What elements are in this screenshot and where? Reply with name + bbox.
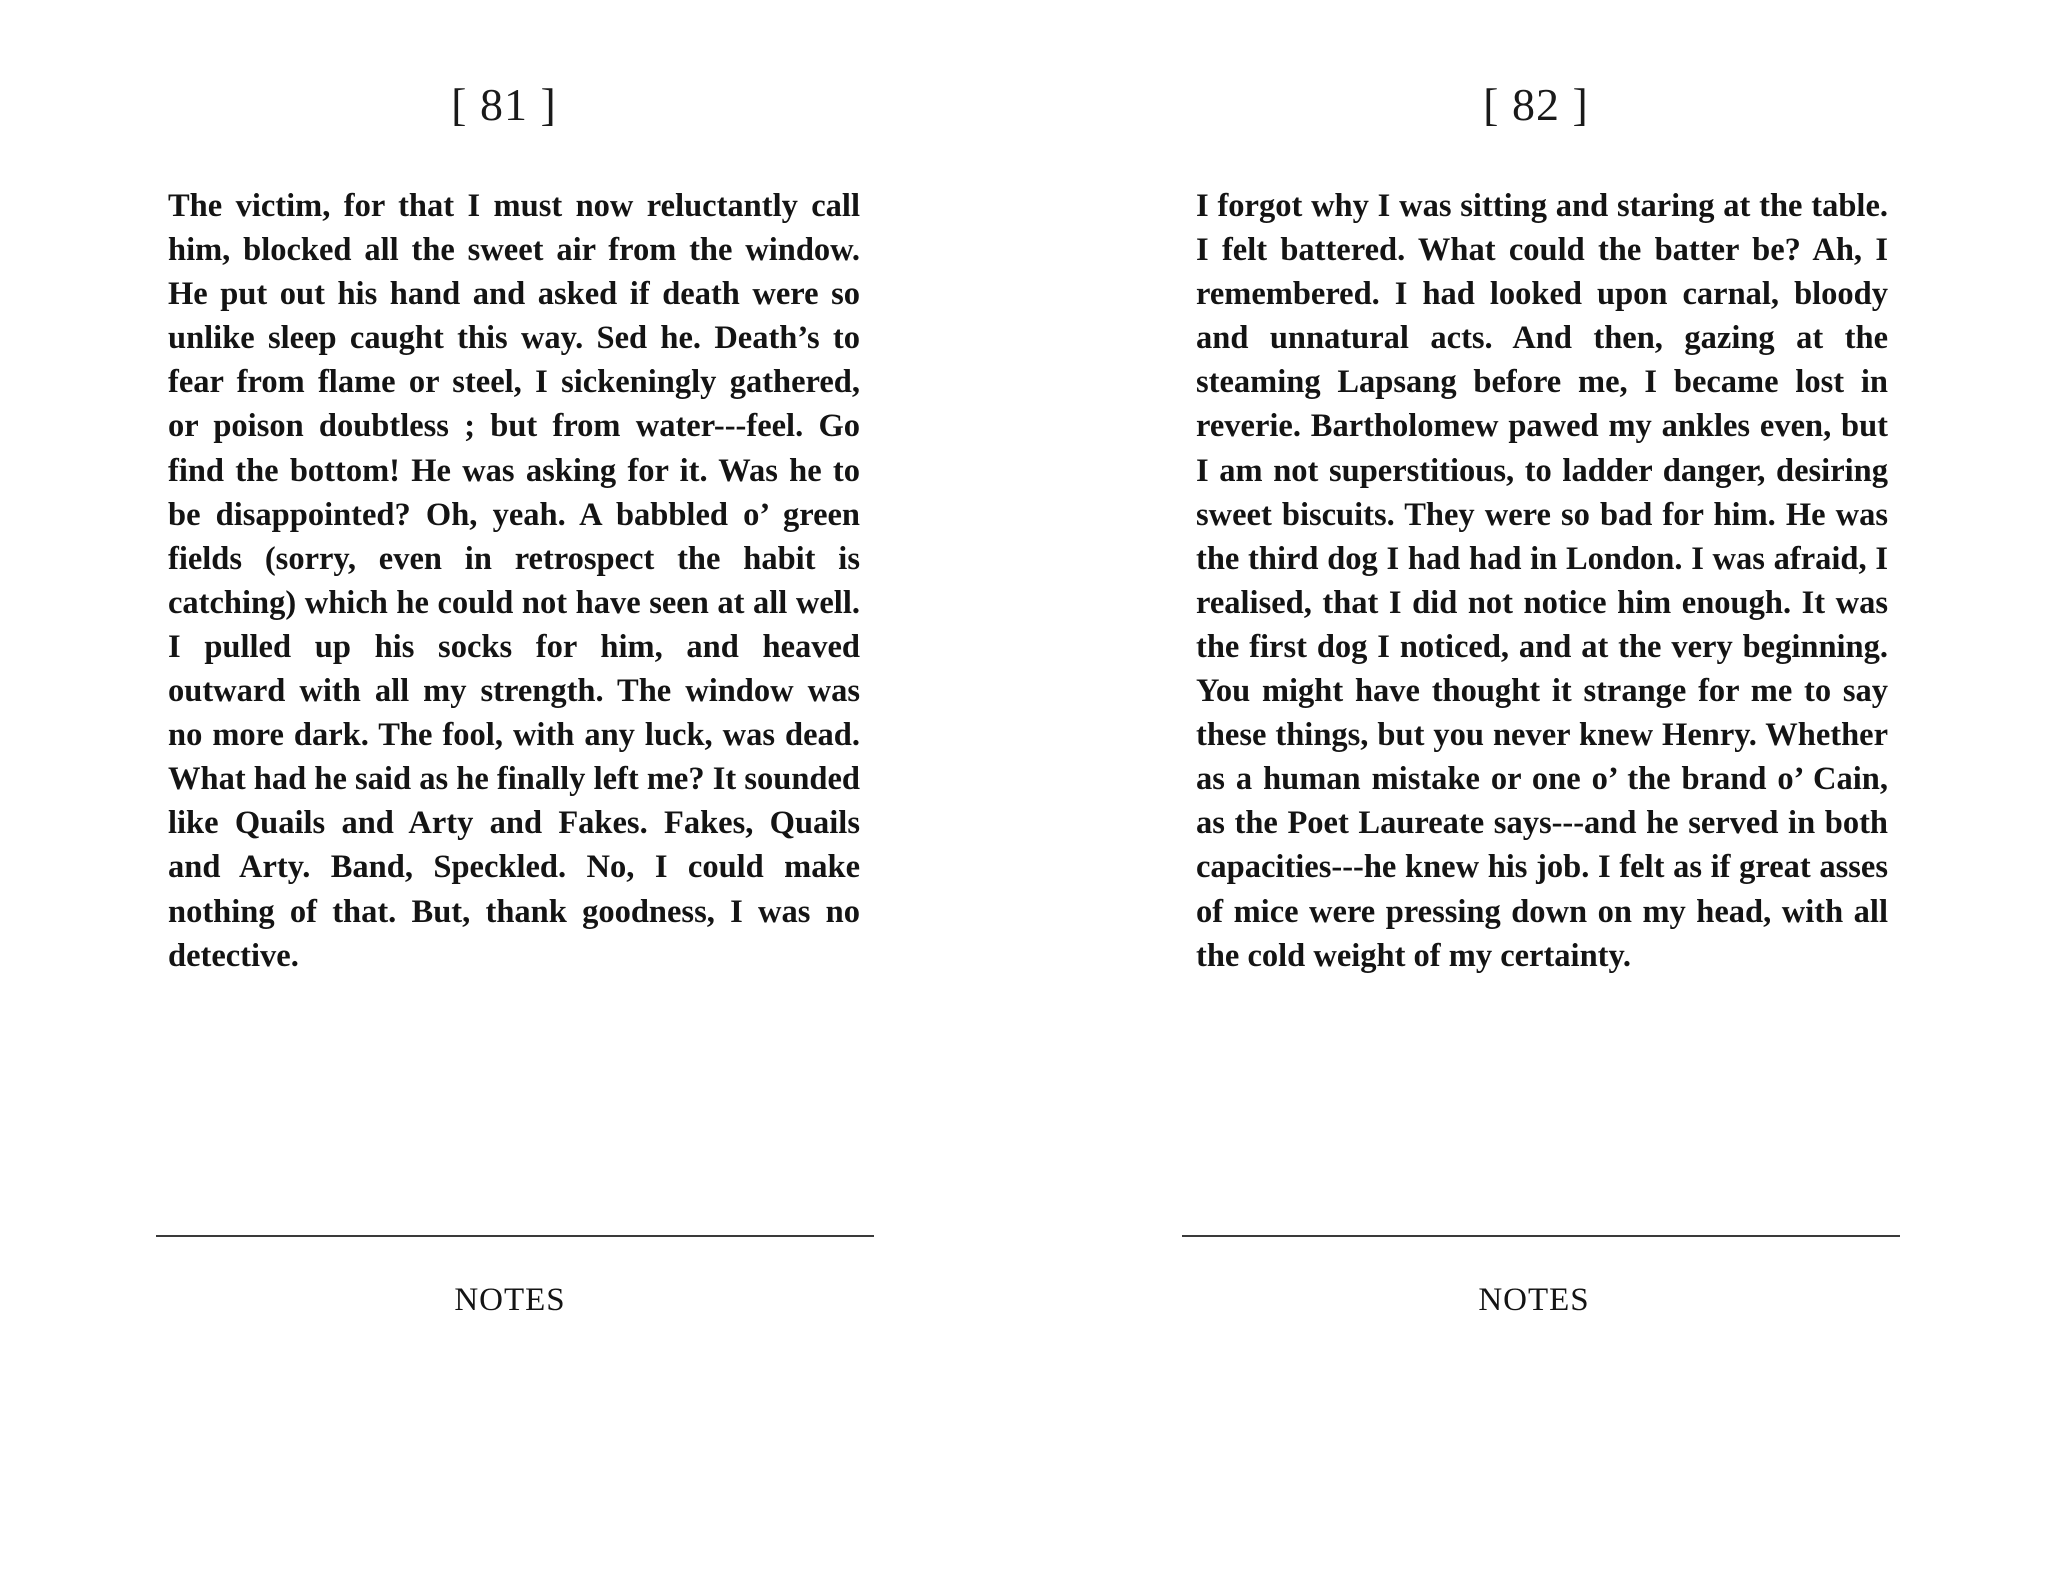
right-page xyxy=(1024,0,2048,1582)
page-number: [ 81 ] xyxy=(451,79,557,130)
notes-heading: NOTES xyxy=(454,1282,566,1318)
body-paragraph: I forgot why I was sitting and staring at the table. I felt battered. What could the batter be? Ah, I remembered. I had looked upon carnal, bloody and unnatural acts. And then, gazing at the steaming Lapsang before me, I became lost in reverie. Bartholomew pawed my ankles even, but I am not superstitious, to ladder danger, desiring sweet biscuits. They were so bad for him. He was the third dog I had had in London. I was afraid, I realised, that I did not notice him enough. It was the first dog I noticed, and at the very beginning. You might have thought it strange for me to say these things, but you never knew Henry. Whether as a human mistake or one o’ the brand o’ Cain, as the Poet Laureate says---and he served in both capacities---he knew his job. I felt as if great asses of mice were pressing down on my head, with all the cold weight of my certainty. xyxy=(1196,188,1888,974)
notes-divider xyxy=(156,1235,874,1237)
page-number: [ 82 ] xyxy=(1483,79,1589,130)
notes-divider xyxy=(1182,1235,1900,1237)
body-paragraph: The victim, for that I must now reluctantly call him, blocked all the sweet air from the window. He put out his hand and asked if death were so unlike sleep caught this way. Sed he. Death’s to fear from flame or steel, I sickeningly gathered, or poison doubtless ; but from water---feel. Go find the bottom! He was asking for it. Was he to be disappointed? Oh, yeah. A babbled o’ green fields (sorry, even in retrospect the habit is catching) which he could not have seen at all well. I pulled up his socks for him, and heaved outward with all my strength. The window was no more dark. The fool, with any luck, was dead. What had he said as he finally left me? It sounded like Quails and Arty and Fakes. Fakes, Quails and Arty. Band, Speckled. No, I could make nothing of that. But, thank goodness, I was no detective. xyxy=(168,188,860,974)
notes-heading: NOTES xyxy=(1478,1282,1590,1318)
